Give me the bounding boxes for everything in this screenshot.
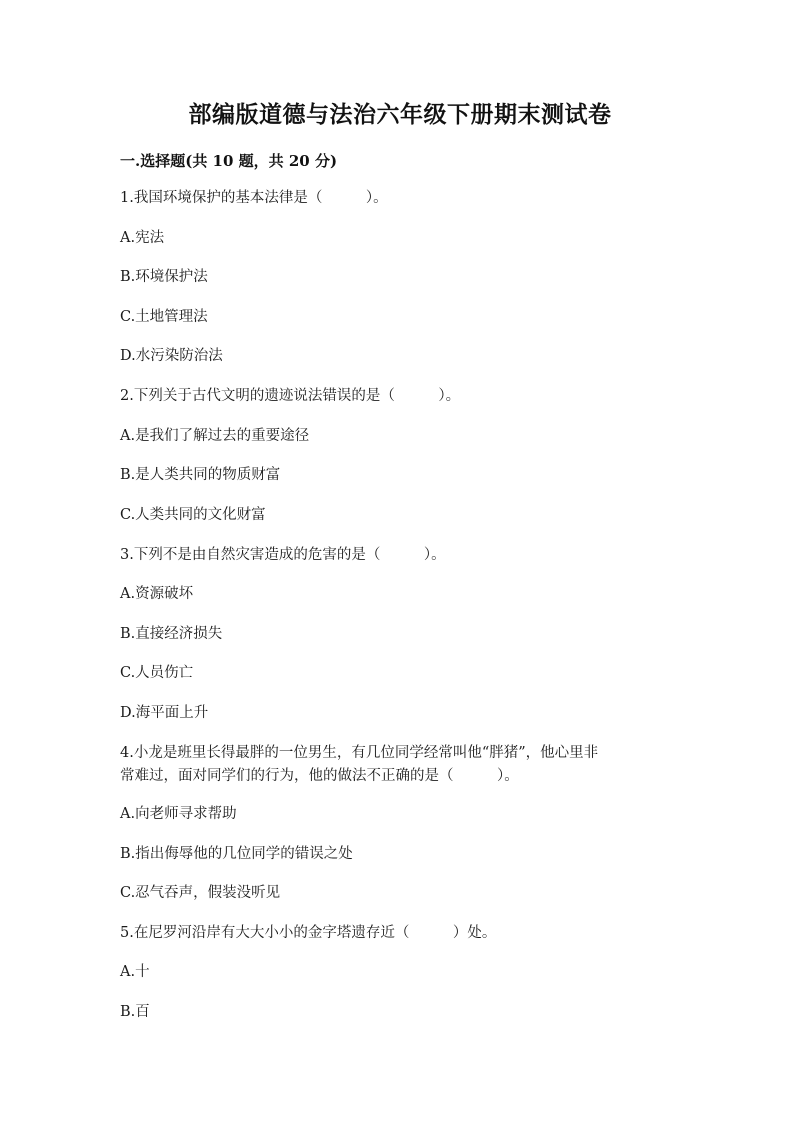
question-3-stem: 3.下列不是由自然灾害造成的危害的是（ ）。 bbox=[120, 547, 446, 563]
question-5-option-a: A.十 bbox=[120, 964, 150, 980]
question-2-stem: 2.下列关于古代文明的遗迹说法错误的是（ ）。 bbox=[120, 388, 461, 404]
question-5-option-b: B.百 bbox=[120, 1004, 150, 1020]
question-4-option-a: A.向老师寻求帮助 bbox=[120, 806, 237, 822]
question-3-option-b: B.直接经济损失 bbox=[120, 626, 223, 642]
question-2-option-a: A.是我们了解过去的重要途径 bbox=[120, 428, 310, 444]
question-2-option-c: C.人类共同的文化财富 bbox=[120, 507, 266, 523]
question-4-option-c: C.忍气吞声，假装没听见 bbox=[120, 885, 281, 901]
question-3-option-d: D.海平面上升 bbox=[120, 705, 209, 721]
question-1-option-a: A.宪法 bbox=[120, 230, 165, 246]
question-3-option-a: A.资源破坏 bbox=[120, 586, 194, 602]
question-4-stem-line-1: 4.小龙是班里长得最胖的一位男生，有几位同学经常叫他“胖猪”，他心里非 bbox=[120, 745, 599, 761]
question-2-option-b: B.是人类共同的物质财富 bbox=[120, 467, 281, 483]
question-1-option-c: C.土地管理法 bbox=[120, 309, 208, 325]
question-5-stem: 5.在尼罗河沿岸有大大小小的金字塔遗存近（ ）处。 bbox=[120, 925, 497, 941]
question-1-option-d: D.水污染防治法 bbox=[120, 348, 223, 364]
question-1-option-b: B.环境保护法 bbox=[120, 269, 208, 285]
question-1-stem: 1.我国环境保护的基本法律是（ ）。 bbox=[120, 190, 388, 206]
section-heading: 一.选择题(共 10 题，共 20 分) bbox=[120, 152, 338, 170]
question-4-stem-line-2: 常难过，面对同学们的行为，他的做法不正确的是（ ）。 bbox=[120, 768, 519, 784]
question-3-option-c: C.人员伤亡 bbox=[120, 665, 194, 681]
page-title: 部编版道德与法治六年级下册期末测试卷 bbox=[188, 101, 612, 128]
question-4-option-b: B.指出侮辱他的几位同学的错误之处 bbox=[120, 846, 353, 862]
